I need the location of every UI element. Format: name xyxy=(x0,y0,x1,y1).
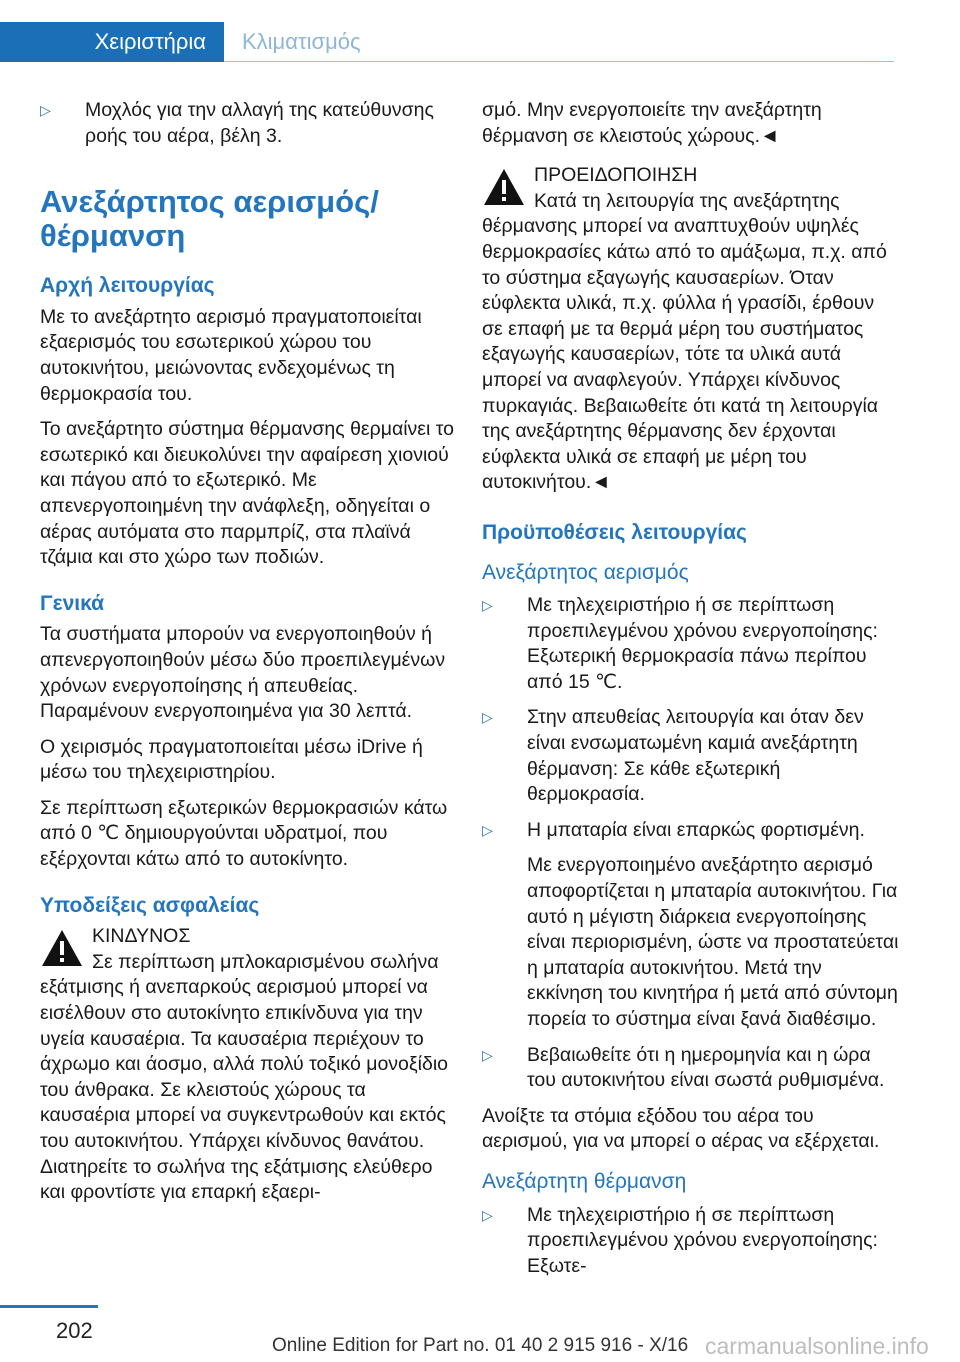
list-item: ▷ Η μπαταρία είναι επαρκώς φορτισμένη. xyxy=(482,818,900,844)
triangle-bullet-icon: ▷ xyxy=(482,1046,493,1063)
footer-rule xyxy=(0,1305,98,1308)
tab-controls[interactable]: Χειριστήρια xyxy=(0,22,224,62)
list-item: ▷ Στην απευθείας λειτουργία και όταν δεν είναι ενσωματωμένη καμιά ανεξάρτητη θέρμανση: Σε κάθε εξωτερική θερμοκρασία. xyxy=(482,706,864,806)
danger-label: ΚΙΝΔΥΝΟΣ xyxy=(92,925,191,948)
triangle-bullet-icon: ▷ xyxy=(482,821,493,838)
subheading-general: Γενικά xyxy=(40,591,105,615)
warning-label: ΠΡΟΕΙΔΟΠΟΙΗΣΗ xyxy=(534,164,698,187)
header-tabs xyxy=(0,0,960,62)
paragraph: Τα συστήματα μπορούν να ενεργοποιηθούν ή απενεργοποιηθούν μέσω δύο προεπιλεγμένων χρόνων ενεργοποίησης ή απευθείας. Παραμένουν ενεργοποιημένα για 30 λεπτά. xyxy=(40,623,446,723)
triangle-bullet-icon: ▷ xyxy=(482,1206,493,1223)
list-subparagraph: Με ενεργοποιημένο ανεξάρτητο αερισμό αποφορτίζεται η μπαταρία αυτοκινήτου. Για αυτό η μέγιστη διάρκεια ενεργοποίησης είναι περιορισμένη, ώστε να προστατεύεται η μπαταρία αυτοκινήτου. Μετά την εκκίνηση του κινητήρα ή μετά από σύντομη πορεία το σύστημα είναι ξανά διαθέσιμο. xyxy=(527,854,899,1030)
subheading-prereq: Προϋποθέσεις λειτουργίας xyxy=(482,520,747,544)
triangle-bullet-icon: ▷ xyxy=(40,102,51,118)
list-item: ▷ Μοχλός για την αλλαγή της κατεύθυνσης ροής του αέρα, βέλη 3. xyxy=(40,99,434,147)
left-column xyxy=(40,98,458,1206)
right-column xyxy=(482,98,900,1289)
tab-climate[interactable]: Κλιματισμός xyxy=(224,22,894,62)
danger-notice xyxy=(40,924,458,1206)
subheading-safety: Υποδείξεις ασφαλείας xyxy=(40,893,260,917)
page-number: 202 xyxy=(56,1318,93,1343)
subheading-vent: Ανεξάρτητος αερισμός xyxy=(482,560,689,584)
watermark: carmanualsonline.info xyxy=(705,1333,929,1359)
warning-text: Κατά τη λειτουργία της ανεξάρτητης θέρμανσης μπορεί να αναπτυχθούν υψηλές θερμοκρασίες κάτω από το αμάξωμα, π.χ. από το σύστημα εξαγωγής καυσαερίων. Όταν εύφλεκτα υλικά, π.χ. φύλλα ή γρασίδι, έρθουν σε επαφή με τα θερμά μέρη του συστήματος εξαγωγής καυσαερίων, τότε τα υλικά αυτά μπορεί να αναφλεγούν. Υπάρχει κίνδυνος πυρκαγιάς. Βεβαιωθείτε ότι κατά τη λειτουργία της ανεξάρτητης θέρμανσης δεν έρχονται εύφλεκτα υλικά σε επαφή με μέρη του αυτοκινήτου.◄ xyxy=(482,189,887,494)
paragraph: Ανοίξτε τα στόμια εξόδου του αέρα του αερισμού, για να μπορεί ο αέρας να εξέρχεται. xyxy=(482,1104,880,1153)
triangle-bullet-icon: ▷ xyxy=(482,709,493,726)
edition-text: Online Edition for Part no. 01 40 2 915 916 - X/16 xyxy=(272,1335,689,1356)
warning-triangle-icon xyxy=(40,928,84,968)
section-title: Ανεξάρτητος αερισμός/ θέρμανση xyxy=(40,184,379,254)
paragraph: Με το ανεξάρτητο αερισμό πραγματοποιείται εξαερισμός του εσωτερικού χώρου του αυτοκινήτου, μειώνοντας ενδεχομένως τη θερμοκρασία του. xyxy=(40,305,422,405)
paragraph: σμό. Μην ενεργοποιείτε την ανεξάρτητη θέρμανση σε κλειστούς χώρους.◄ xyxy=(482,99,822,147)
warning-notice xyxy=(482,163,900,496)
list-item: ▷ Με τηλεχειριστήριο ή σε περίπτωση προεπιλεγμένου χρόνου ενεργοποίησης: Εξωτερική θερμοκρασία πάνω περίπου από 15 ℃. xyxy=(482,594,878,693)
list-item: ▷ Βεβαιωθείτε ότι η ημερομηνία και η ώρα του αυτοκινήτου είναι σωστά ρυθμισμένα. xyxy=(482,1043,885,1092)
paragraph: Ο χειρισμός πραγματοποιείται μέσω iDrive ή μέσω του τηλεχειριστηρίου. xyxy=(40,735,423,784)
list-item: ▷ Με τηλεχειριστήριο ή σε περίπτωση προεπιλεγμένου χρόνου ενεργοποίησης: Εξωτε- xyxy=(482,1203,878,1277)
paragraph: Το ανεξάρτητο σύστημα θέρμανσης θερμαίνει το εσωτερικό και διευκολύνει την αφαίρεση χιονιού και πάγου από το εξωτερικό. Με απενεργοποιημένη την ανάφλεξη, οδηγείται ο αέρας αυτόματα στο παρμπρίζ, στα πλαϊνά τζάμια και στο χώρο των ποδιών. xyxy=(40,418,455,569)
paragraph: Σε περίπτωση εξωτερικών θερμοκρασιών κάτω από 0 ℃ δημιουργούνται υδρατμοί, που εξέρχονται κάτω από το αυτοκίνητο. xyxy=(40,796,448,871)
subheading-principle: Αρχή λειτουργίας xyxy=(40,274,215,298)
warning-triangle-icon xyxy=(482,167,526,207)
subheading-heat: Ανεξάρτητη θέρμανση xyxy=(482,1169,687,1193)
triangle-bullet-icon: ▷ xyxy=(482,597,493,614)
danger-text: Σε περίπτωση μπλοκαρισμένου σωλήνα εξάτμισης ή ανεπαρκούς αερισμού μπορεί να εισέλθουν στο αυτοκίνητο επικίνδυνα για την υγεία καυσαέρια. Τα καυσαέρια περιέχουν το άχρωμο και άοσμο, αλλά πολύ τοξικό μονοξίδιο του άνθρακα. Σε κλειστούς χώρους τα καυσαέρια μπορεί να συγκεντρωθούν και εκτός του αυτοκινήτου. Υπάρχει κίνδυνος θανάτου. Διατηρείτε το σωλήνα της εξάτμισης ελεύθερο και φροντίστε για επαρκή εξαερι- xyxy=(40,950,448,1204)
